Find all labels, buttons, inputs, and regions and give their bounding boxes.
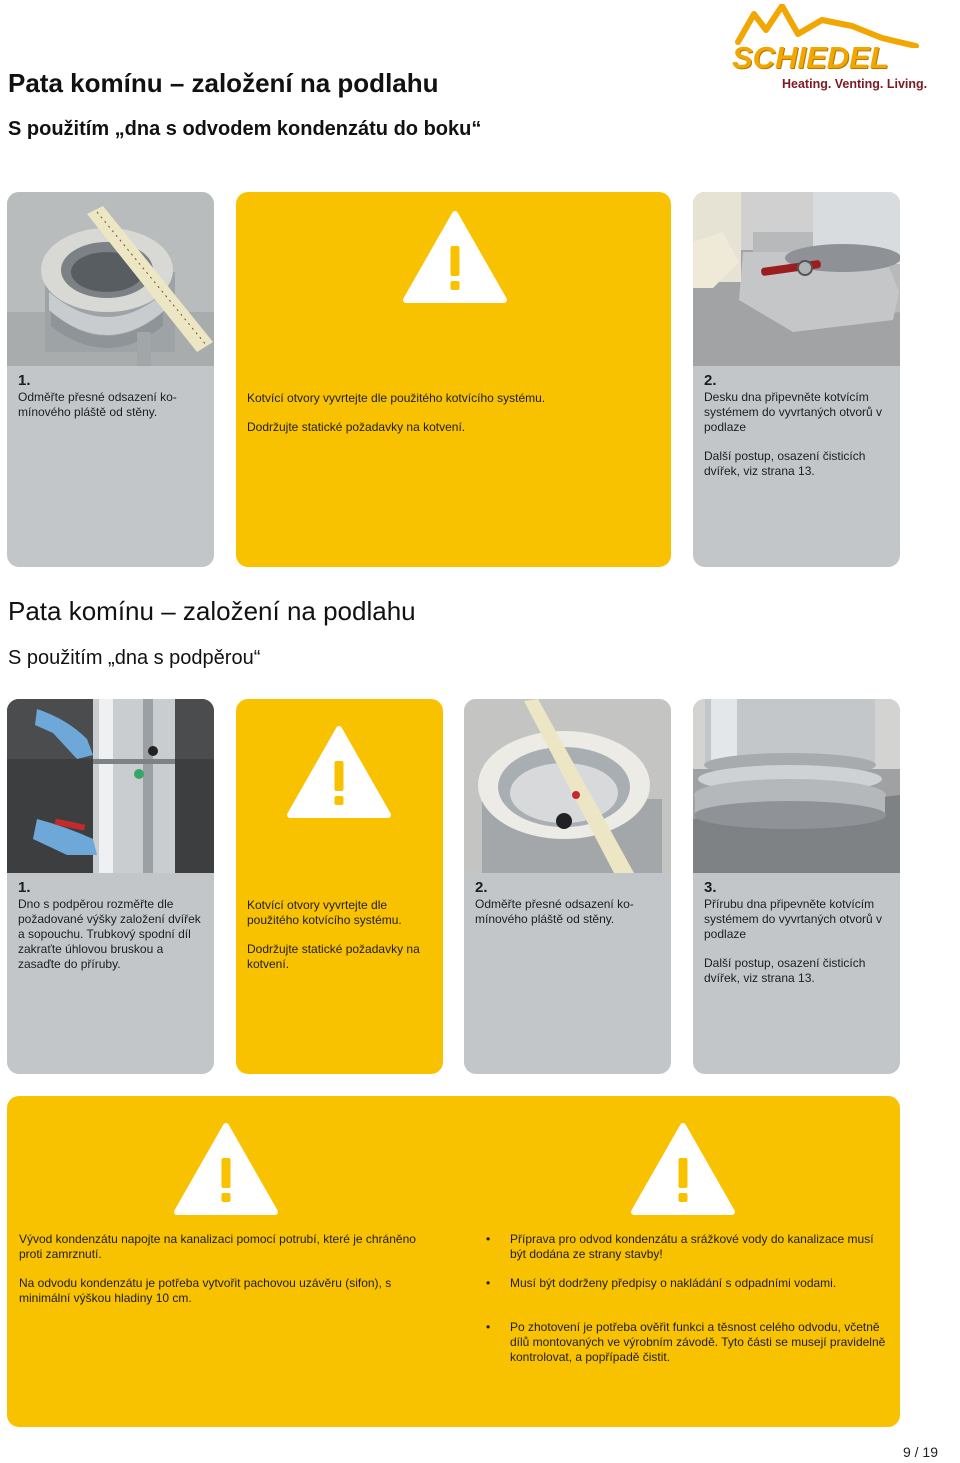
step-card-1: [7, 192, 214, 567]
step-text: Desku dna připevněte kotvícím systémem do vyvrtaných otvorů v podlaze: [704, 390, 883, 434]
logo-wordmark: SCHIEDEL: [732, 40, 889, 75]
notice-bullet: [486, 1320, 890, 1365]
photo-anchoring-plate: [693, 192, 900, 366]
step-number: 2.: [475, 879, 488, 896]
photo-measuring-ring: [464, 699, 671, 873]
notice-bullet: [486, 1276, 890, 1291]
warning-triangle-icon: [402, 210, 508, 304]
warning-card-1: [236, 192, 671, 567]
step-text: Odměřte přesné odsazení ko- mínového pláště od stěny.: [475, 897, 634, 926]
section2-subtitle: S použitím „dna s podpěrou“: [8, 647, 261, 669]
warning-text-1: Kotvící otvory vyvrtejte dle použitého kotvícího systému.: [247, 898, 402, 927]
logo-tagline: Heating. Venting. Living.: [782, 77, 928, 91]
section1-subtitle: S použitím „dna s odvodem kondenzátu do boku“: [8, 118, 482, 140]
warning-text-2: Dodržujte statické požadavky na kotvení.: [247, 420, 466, 434]
step-card-s2-1: [7, 699, 214, 1074]
warning-triangle-icon: [630, 1122, 736, 1216]
photo-cutting-pipe: [7, 699, 214, 873]
notice-text-2: Na odvodu kondenzátu je potřeba vytvořit pachovou uzávěru (sifon), s minimální výškou hladiny 10 cm.: [19, 1276, 392, 1305]
photo-measuring-base: [7, 192, 214, 366]
step-card-s2-3: [693, 699, 900, 1074]
step-number: 1.: [18, 372, 31, 389]
bullet-text: Po zhotovení je potřeba ověřit funkci a těsnost celého odvodu, včetně dílů montovaných ve výrobním závodě. Tyto části se musejí pravidelně kontrolovat, a popřípadě čistit.: [510, 1320, 886, 1364]
condensate-notice: [7, 1096, 900, 1427]
bullet-marker: •: [486, 1276, 491, 1290]
step-number: 2.: [704, 372, 717, 389]
step-text: Přírubu dna připevněte kotvícím systémem do vyvrtaných otvorů v podlaze: [704, 897, 883, 941]
warning-triangle-icon: [286, 725, 392, 819]
warning-text-1: Kotvící otvory vyvrtejte dle použitého kotvícího systému.: [247, 391, 546, 405]
bullet-text: Příprava pro odvod kondenzátu a srážkové vody do kanalizace musí být dodána ze strany stavby!: [510, 1232, 874, 1261]
page-title: Pata komínu – založení na podlahu: [8, 68, 439, 98]
step-text: Dno s podpěrou rozměřte dle požadované výšky založení dvířek a sopouchu. Trubkový spodní díl zakraťte úhlovou bruskou a zasaďte do příruby.: [18, 897, 201, 971]
step-text: Odměřte přesné odsazení ko- mínového pláště od stěny.: [18, 390, 177, 419]
warning-text-2: Dodržujte statické požadavky na kotvení.: [247, 942, 420, 971]
bullet-text: Musí být dodrženy předpisy o nakládání s odpadními vodami.: [510, 1276, 837, 1290]
section2-title: Pata komínu – založení na podlahu: [8, 596, 416, 626]
page-number: 9 / 19: [902, 1444, 938, 1460]
photo-flange-anchored: [693, 699, 900, 873]
schiedel-logo: [724, 4, 928, 96]
step-card-s2-2: [464, 699, 671, 1074]
step-note: Další postup, osazení čisticích dvířek, viz strana 13.: [704, 449, 866, 478]
step-number: 1.: [18, 879, 31, 896]
step-note: Další postup, osazení čisticích dvířek, viz strana 13.: [704, 956, 866, 985]
bullet-marker: •: [486, 1320, 491, 1334]
step-number: 3.: [704, 879, 717, 896]
step-card-2: [693, 192, 900, 567]
notice-bullet: [486, 1232, 890, 1262]
notice-text-1: Vývod kondenzátu napojte na kanalizaci pomocí potrubí, které je chráněno proti zamrznutí.: [19, 1232, 416, 1261]
warning-triangle-icon: [173, 1122, 279, 1216]
bullet-marker: •: [486, 1232, 491, 1246]
warning-card-2: [236, 699, 443, 1074]
